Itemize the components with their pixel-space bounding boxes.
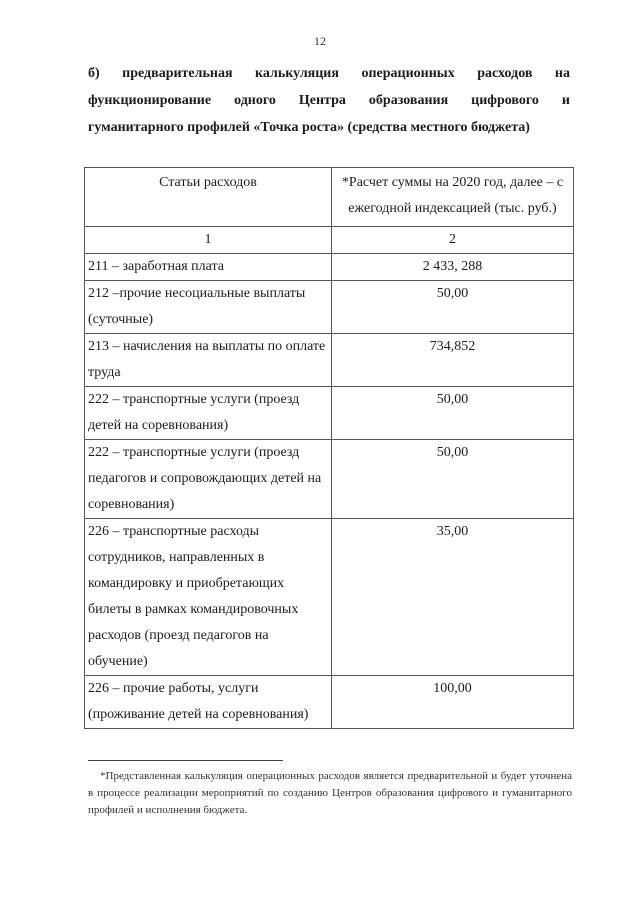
table-header-row xyxy=(85,168,574,227)
table-row xyxy=(85,334,574,387)
footnote-divider xyxy=(88,760,283,761)
amount-cell: 100,00 xyxy=(332,676,574,729)
footnote: *Представленная калькуляция операционных расходов является предварительной и будет уточнена в процессе реализации мероприятий по созданию Центров образования цифрового и гуманитарного профилей и исполнения бюджета. xyxy=(88,770,572,816)
heading-line-2: функционирование одного Центра образования цифрового и xyxy=(88,93,570,108)
table-row xyxy=(85,519,574,676)
header-expense-items: Статьи расходов xyxy=(85,168,332,227)
heading-line-1: б) предварительная калькуляция операционных расходов на xyxy=(88,66,570,81)
table-row xyxy=(85,281,574,334)
expense-item-cell: 226 – прочие работы, услуги (проживание детей на соревнования) xyxy=(85,676,332,729)
section-heading xyxy=(88,60,570,141)
expense-item-cell: 226 – транспортные расходы сотрудников, направленных в командировку и приобретающих билеты в рамках командировочных расходов (проезд педагогов на обучение) xyxy=(85,519,332,676)
table-row xyxy=(85,440,574,519)
page-number: 12 xyxy=(314,34,326,48)
expense-item-cell: 212 –прочие несоциальные выплаты (суточные) xyxy=(85,281,332,334)
expense-item-cell: 222 – транспортные услуги (проезд педагогов и сопровождающих детей на соревнования) xyxy=(85,440,332,519)
amount-cell: 50,00 xyxy=(332,440,574,519)
expense-table xyxy=(84,167,574,729)
expense-item-cell: 211 – заработная плата xyxy=(85,254,332,281)
table-row xyxy=(85,676,574,729)
table-row xyxy=(85,387,574,440)
header-amount-calc: *Расчет суммы на 2020 год, далее – с ежегодной индексацией (тыс. руб.) xyxy=(332,168,574,227)
heading-line-3: гуманитарного профилей «Точка роста» (средства местного бюджета) xyxy=(88,120,530,135)
amount-cell: 734,852 xyxy=(332,334,574,387)
table-row xyxy=(85,254,574,281)
amount-cell: 35,00 xyxy=(332,519,574,676)
expense-item-cell: 222 – транспортные услуги (проезд детей на соревнования) xyxy=(85,387,332,440)
column-number-2: 2 xyxy=(332,227,574,254)
amount-cell: 2 433, 288 xyxy=(332,254,574,281)
amount-cell: 50,00 xyxy=(332,281,574,334)
column-number-row xyxy=(85,227,574,254)
column-number-1: 1 xyxy=(85,227,332,254)
expense-item-cell: 213 – начисления на выплаты по оплате труда xyxy=(85,334,332,387)
amount-cell: 50,00 xyxy=(332,387,574,440)
